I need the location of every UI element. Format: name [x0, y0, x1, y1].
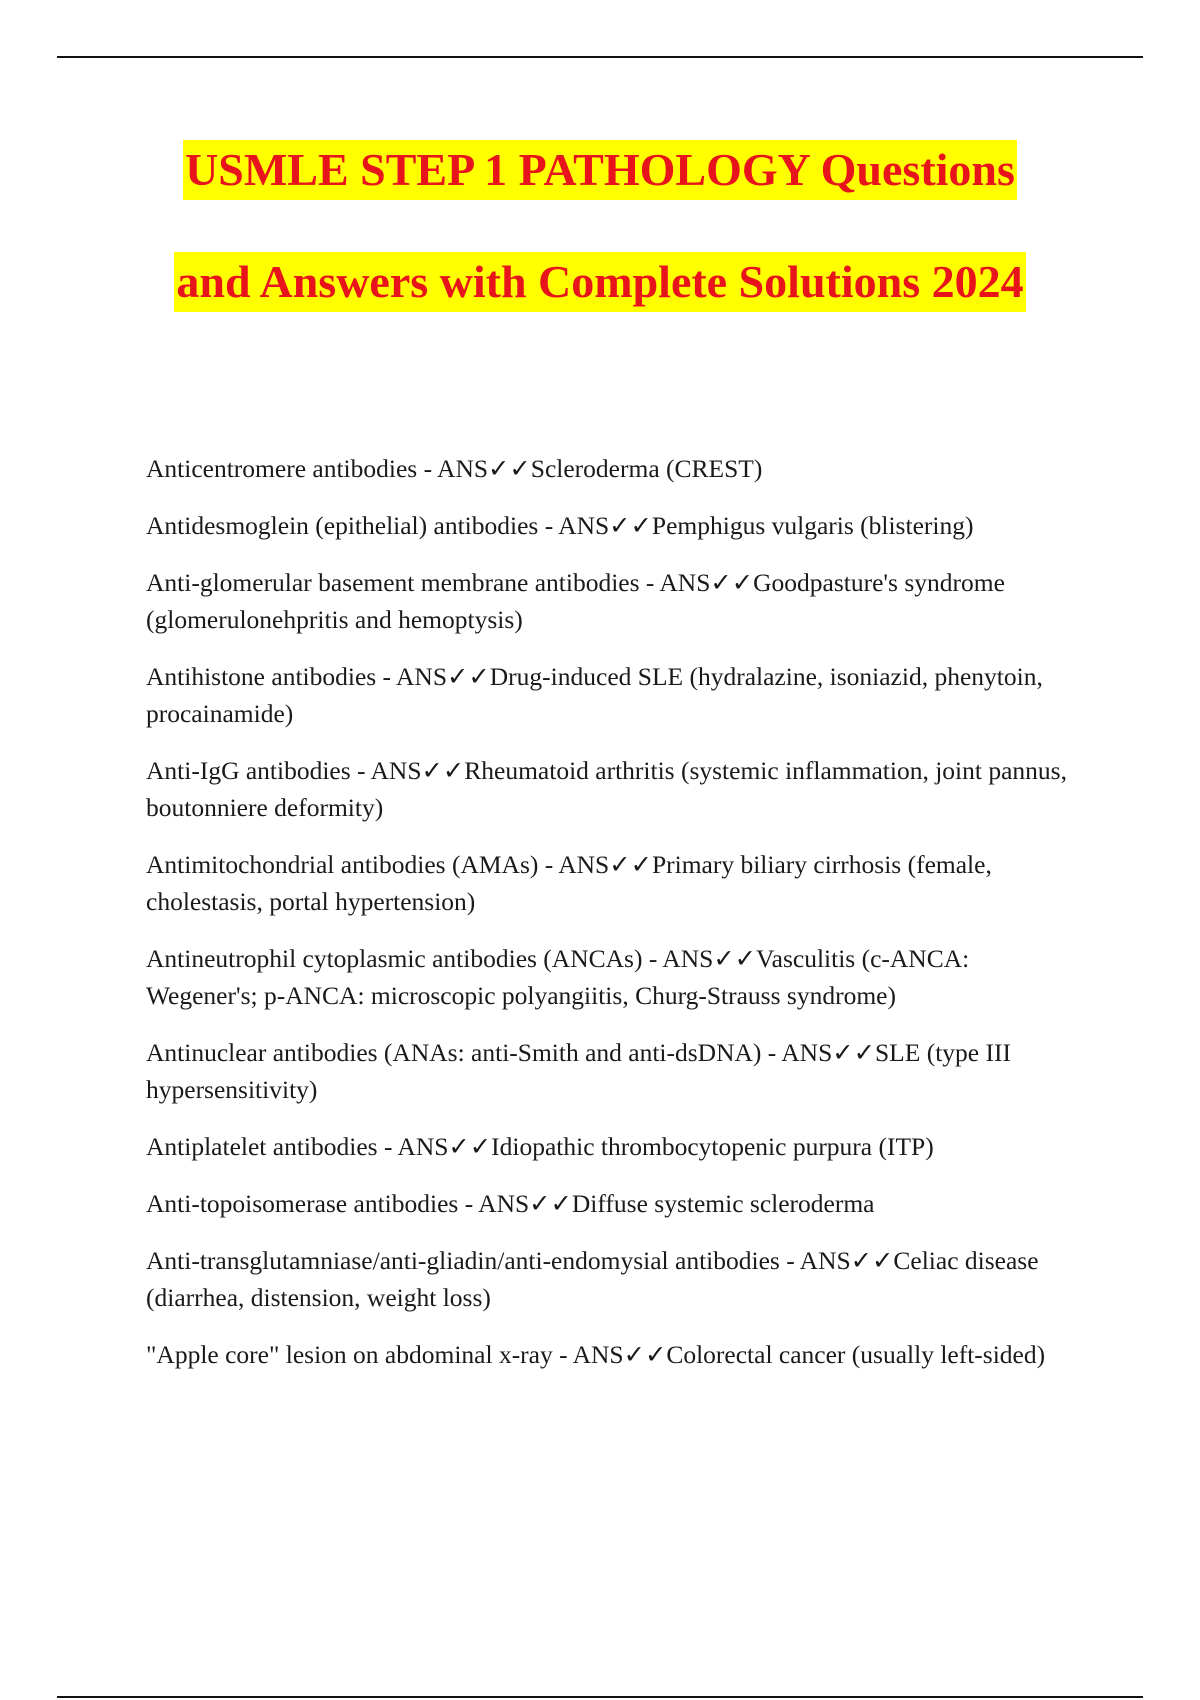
qa-item-antiplatelet: Antiplatelet antibodies - ANS✓✓Idiopathic thrombocytopenic purpura (ITP)	[146, 1132, 934, 1161]
qa-list	[146, 450, 1086, 1393]
qa-item-anti-gbm: Anti-glomerular basement membrane antibodies - ANS✓✓Goodpasture's syndrome (glomerulonehpritis and hemoptysis)	[146, 568, 1005, 634]
bottom-rule	[57, 1696, 1143, 1698]
qa-item-antimitochondrial: Antimitochondrial antibodies (AMAs) - ANS✓✓Primary biliary cirrhosis (female, cholestasis, portal hypertension)	[146, 850, 992, 916]
qa-item-anti-topoisomerase: Anti-topoisomerase antibodies - ANS✓✓Diffuse systemic scleroderma	[146, 1189, 875, 1218]
qa-item-anticentromere: Anticentromere antibodies - ANS✓✓Scleroderma (CREST)	[146, 454, 763, 483]
qa-item-ana: Antinuclear antibodies (ANAs: anti-Smith and anti-dsDNA) - ANS✓✓SLE (type III hypersensitivity)	[146, 1038, 1011, 1104]
document-title	[0, 140, 1200, 312]
title-line-1: USMLE STEP 1 PATHOLOGY Questions	[183, 140, 1017, 200]
qa-item-antidesmoglein: Antidesmoglein (epithelial) antibodies - ANS✓✓Pemphigus vulgaris (blistering)	[146, 511, 974, 540]
qa-item-anca: Antineutrophil cytoplasmic antibodies (ANCAs) - ANS✓✓Vasculitis (c-ANCA: Wegener's; p-ANCA: microscopic polyangiitis, Churg-Strauss syndrome)	[146, 944, 970, 1010]
title-row-2	[0, 252, 1200, 312]
qa-item-antihistone: Antihistone antibodies - ANS✓✓Drug-induced SLE (hydralazine, isoniazid, phenytoin, procainamide)	[146, 662, 1043, 728]
top-rule	[57, 56, 1143, 58]
qa-item-anti-transglutaminase: Anti-transglutamniase/anti-gliadin/anti-endomysial antibodies - ANS✓✓Celiac disease (diarrhea, distension, weight loss)	[146, 1246, 1039, 1312]
qa-item-apple-core: "Apple core" lesion on abdominal x-ray - ANS✓✓Colorectal cancer (usually left-sided)	[146, 1340, 1046, 1369]
title-row-1	[0, 140, 1200, 200]
qa-item-anti-igg: Anti-IgG antibodies - ANS✓✓Rheumatoid arthritis (systemic inflammation, joint pannus, boutonniere deformity)	[146, 756, 1067, 822]
title-line-2: and Answers with Complete Solutions 2024	[174, 252, 1025, 312]
